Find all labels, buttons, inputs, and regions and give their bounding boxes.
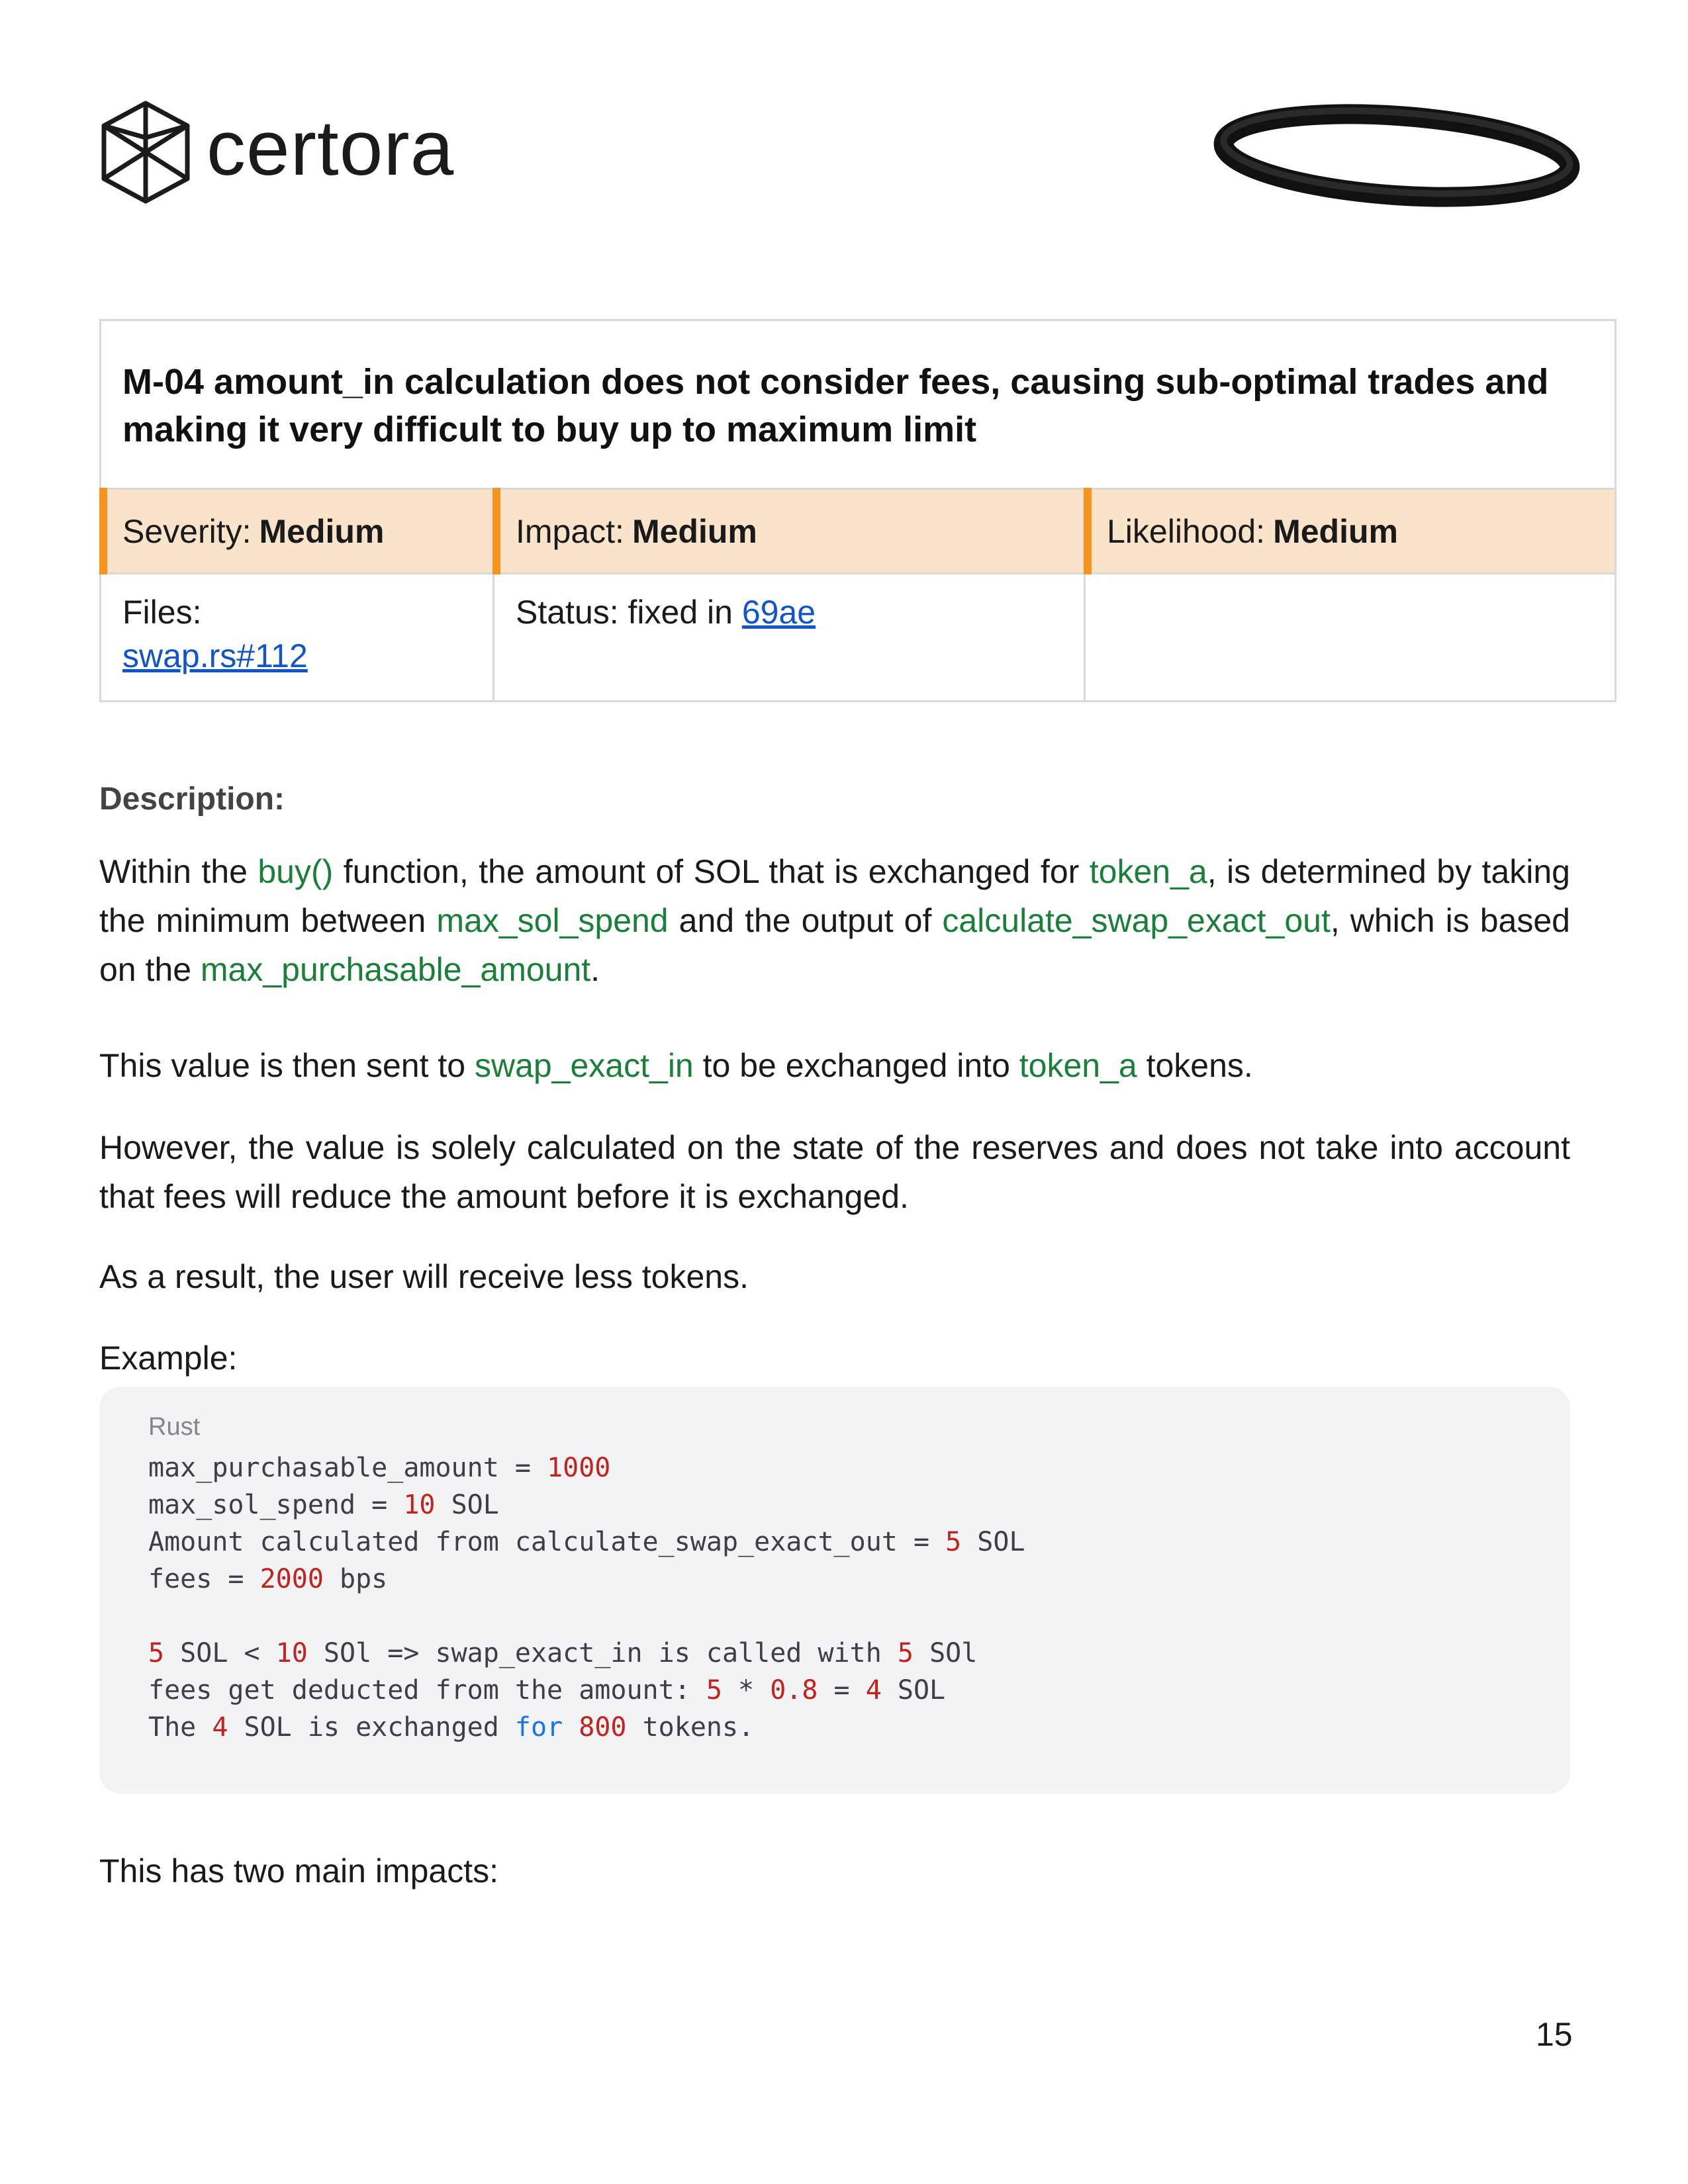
page-number: 15 bbox=[1536, 2016, 1573, 2053]
code-token: 10 bbox=[403, 1490, 436, 1520]
code-token: 10 bbox=[275, 1638, 308, 1668]
code-token: SOl => swap_exact_in is called with bbox=[307, 1638, 898, 1668]
code-token: SOL bbox=[881, 1675, 946, 1706]
text-span: , is determined by taking the minimum between bbox=[99, 853, 1570, 939]
code-line bbox=[148, 1449, 1570, 1486]
likelihood-cell bbox=[1086, 490, 1615, 572]
likelihood-label: Likelihood: bbox=[1107, 512, 1266, 550]
code-token: 5 bbox=[897, 1638, 914, 1668]
code-token: Amount calculated from calculate_swap_exact_out = bbox=[148, 1527, 946, 1557]
ring-decoration-icon bbox=[1211, 99, 1582, 212]
code-token: * bbox=[722, 1675, 771, 1706]
finding-title: M-04 amount_in calculation does not consider fees, causing sub-optimal trades and making it very difficult to buy up to maximum limit bbox=[101, 321, 1615, 490]
files-label: Files: bbox=[122, 594, 202, 631]
code-token: 2000 bbox=[259, 1564, 324, 1594]
status-label: Status: fixed in bbox=[516, 594, 733, 631]
finding-ratings-row bbox=[101, 490, 1615, 574]
code-token: 1000 bbox=[547, 1453, 611, 1483]
code-token: The bbox=[148, 1712, 212, 1743]
code-identifier: buy() bbox=[258, 853, 334, 890]
brand-name: certora bbox=[207, 105, 455, 192]
text-span: Within the bbox=[99, 853, 258, 890]
text-span: tokens. bbox=[1137, 1047, 1253, 1084]
status-commit-link[interactable]: 69ae bbox=[741, 594, 816, 631]
code-token: 4 bbox=[212, 1712, 228, 1743]
finding-table bbox=[99, 319, 1617, 702]
code-token: = bbox=[818, 1675, 866, 1706]
severity-label: Severity: bbox=[122, 512, 252, 550]
code-token: fees = bbox=[148, 1564, 260, 1594]
finding-details-row bbox=[101, 574, 1615, 700]
code-token: fees get deducted from the amount: bbox=[148, 1675, 706, 1706]
code-token: SOL bbox=[961, 1527, 1025, 1557]
code-line bbox=[148, 1635, 1570, 1672]
code-line bbox=[148, 1486, 1570, 1524]
likelihood-value: Medium bbox=[1273, 512, 1398, 550]
impacts-intro: This has two main impacts: bbox=[99, 1852, 498, 1889]
description-heading: Description: bbox=[99, 782, 285, 817]
code-token: SOL < bbox=[164, 1638, 276, 1668]
code-identifier: calculate_swap_exact_out bbox=[942, 902, 1331, 939]
text-span: and the output of bbox=[668, 902, 943, 939]
description-paragraph-2 bbox=[99, 1041, 1570, 1090]
code-token: 5 bbox=[706, 1675, 722, 1706]
code-token: 0.8 bbox=[770, 1675, 818, 1706]
code-token: 4 bbox=[865, 1675, 882, 1706]
code-token: SOl bbox=[913, 1638, 978, 1668]
code-token: tokens. bbox=[626, 1712, 755, 1743]
files-link[interactable]: swap.rs#112 bbox=[122, 637, 308, 674]
status-cell bbox=[494, 574, 1086, 700]
code-line bbox=[148, 1672, 1570, 1709]
code-token: SOL is exchanged bbox=[228, 1712, 515, 1743]
text-span: function, the amount of SOL that is exchanged for bbox=[333, 853, 1090, 890]
code-identifier: max_purchasable_amount bbox=[200, 951, 591, 988]
description-paragraph-1 bbox=[99, 847, 1570, 994]
impact-cell bbox=[494, 490, 1086, 572]
code-token: 5 bbox=[148, 1638, 165, 1668]
code-identifier: swap_exact_in bbox=[474, 1047, 694, 1084]
code-token: max_sol_spend = bbox=[148, 1490, 404, 1520]
code-line bbox=[148, 1561, 1570, 1598]
code-line bbox=[148, 1709, 1570, 1746]
impact-label: Impact: bbox=[516, 512, 624, 550]
certora-logo bbox=[99, 99, 454, 205]
code-token: 5 bbox=[945, 1527, 962, 1557]
code-token: for bbox=[514, 1712, 563, 1743]
impact-value: Medium bbox=[632, 512, 757, 550]
code-identifier: token_a bbox=[1089, 853, 1207, 890]
code-token: max_purchasable_amount = bbox=[148, 1453, 547, 1483]
text-span: This value is then sent to bbox=[99, 1047, 475, 1084]
description-paragraph-4: As a result, the user will receive less tokens. bbox=[99, 1258, 749, 1295]
code-token bbox=[563, 1712, 579, 1743]
code-token: SOL bbox=[435, 1490, 499, 1520]
severity-value: Medium bbox=[259, 512, 385, 550]
description-paragraph-3: However, the value is solely calculated on the state of the reserves and does not take into account that fees will reduce the amount before it is exchanged. bbox=[99, 1129, 1570, 1215]
code-language-label: Rust bbox=[148, 1413, 201, 1441]
code-lines bbox=[148, 1449, 1570, 1746]
code-line bbox=[148, 1598, 1570, 1635]
certora-hexagon-icon bbox=[99, 99, 192, 205]
text-span: to be exchanged into bbox=[693, 1047, 1019, 1084]
code-block bbox=[99, 1387, 1570, 1794]
severity-cell bbox=[101, 490, 494, 572]
text-span: , which is based on the bbox=[99, 902, 1570, 988]
text-span: . bbox=[590, 951, 600, 988]
code-line bbox=[148, 1524, 1570, 1561]
code-token: 800 bbox=[579, 1712, 627, 1743]
code-identifier: max_sol_spend bbox=[436, 902, 669, 939]
code-identifier: token_a bbox=[1019, 1047, 1137, 1084]
empty-cell bbox=[1086, 574, 1615, 700]
files-cell bbox=[101, 574, 494, 700]
example-label: Example: bbox=[99, 1340, 238, 1377]
code-token: bps bbox=[323, 1564, 388, 1594]
